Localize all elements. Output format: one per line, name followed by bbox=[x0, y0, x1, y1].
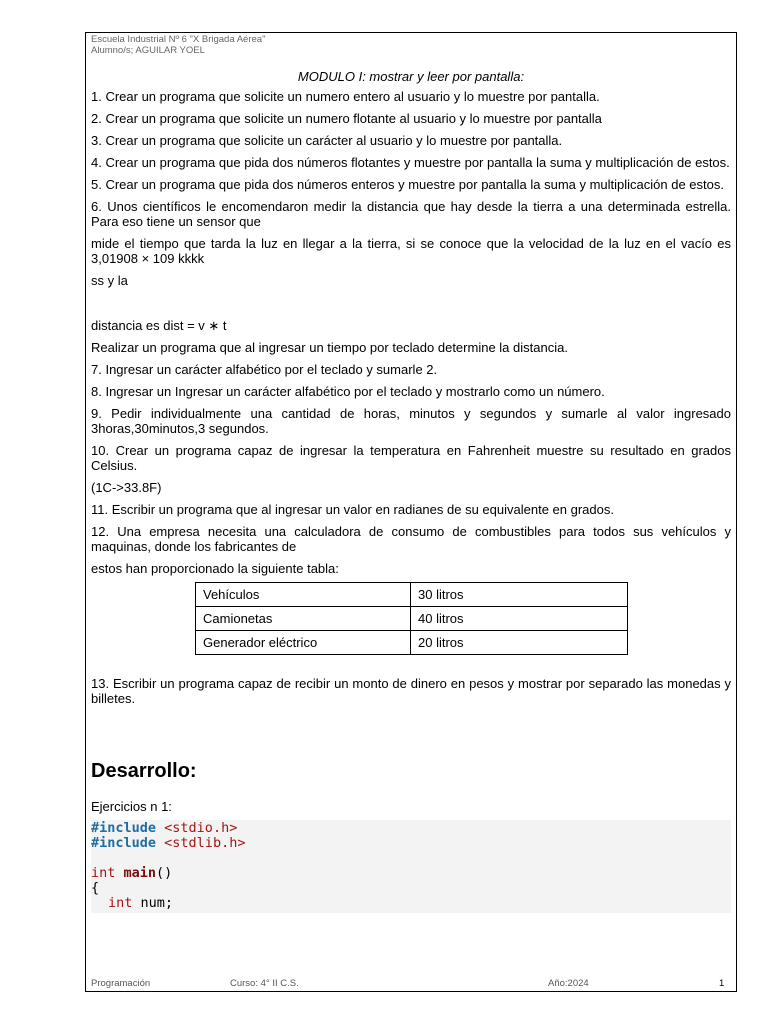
exercise-4: 4. Crear un programa que pida dos números flotantes y muestre por pantalla la suma y multiplicación de estos. bbox=[91, 155, 730, 170]
exercise-6-units: ss y la bbox=[91, 273, 128, 288]
page-number: 1 bbox=[719, 978, 725, 989]
exercise-8: 8. Ingresar un Ingresar un carácter alfabético por el teclado y mostrarlo como un número. bbox=[91, 384, 605, 399]
exercise-10-note: (1C->33.8F) bbox=[91, 480, 162, 495]
footer-course: Curso: 4° II C.S. bbox=[230, 978, 299, 989]
code-line: int main() bbox=[91, 865, 173, 881]
table-cell: 30 litros bbox=[411, 583, 628, 607]
table-row bbox=[196, 607, 628, 631]
exercise-5: 5. Crear un programa que pida dos números enteros y muestre por pantalla la suma y multiplicación de estos. bbox=[91, 177, 724, 192]
exercise-6-speed: mide el tiempo que tarda la luz en llegar a la tierra, si se conoce que la velocidad de la luz en el vacío es 3,01908 × 109 kkkk bbox=[91, 236, 731, 266]
footer-year: Año:2024 bbox=[548, 978, 589, 989]
exercise-6-task: Realizar un programa que al ingresar un tiempo por teclado determine la distancia. bbox=[91, 340, 568, 355]
development-heading: Desarrollo: bbox=[91, 760, 197, 782]
code-block bbox=[91, 820, 731, 913]
table-cell: Camionetas bbox=[196, 607, 411, 631]
table-row bbox=[196, 631, 628, 655]
exercise-9: 9. Pedir individualmente una cantidad de horas, minutos y segundos y sumarle al valor ingresado 3horas,30minutos,3 segundos. bbox=[91, 406, 731, 436]
code-line: #include <stdlib.h> bbox=[91, 835, 246, 851]
exercise-10: 10. Crear un programa capaz de ingresar la temperatura en Fahrenheit muestre su resultado en grados Celsius. bbox=[91, 443, 731, 473]
fuel-table bbox=[195, 582, 628, 655]
exercise-1-label: Ejercicios n 1: bbox=[91, 799, 172, 814]
table-cell: 20 litros bbox=[411, 631, 628, 655]
exercise-7: 7. Ingresar un carácter alfabético por el teclado y sumarle 2. bbox=[91, 362, 438, 377]
document-body bbox=[91, 89, 731, 913]
table-cell: 40 litros bbox=[411, 607, 628, 631]
exercise-2: 2. Crear un programa que solicite un numero flotante al usuario y lo muestre por pantalla bbox=[91, 111, 602, 126]
exercise-6-intro: 6. Unos científicos le encomendaron medir la distancia que hay desde la tierra a una determinada estrella. Para eso tiene un sensor que bbox=[91, 199, 731, 229]
exercise-12-table-intro: estos han proporcionado la siguiente tabla: bbox=[91, 561, 339, 576]
exercise-3: 3. Crear un programa que solicite un carácter al usuario y lo muestre por pantalla. bbox=[91, 133, 563, 148]
code-line: int num; bbox=[108, 895, 174, 911]
module-title: MODULO I: mostrar y leer por pantalla: bbox=[297, 69, 525, 84]
table-cell: Generador eléctrico bbox=[196, 631, 411, 655]
student-name: Alumno/s; AGUILAR YOEL bbox=[91, 45, 205, 56]
code-line: #include <stdio.h> bbox=[91, 820, 238, 836]
exercise-6-formula: distancia es dist = v ∗ t bbox=[91, 318, 227, 333]
table-cell: Vehículos bbox=[196, 583, 411, 607]
exercise-11: 11. Escribir un programa que al ingresar un valor en radianes de su equivalente en grados. bbox=[91, 502, 614, 517]
exercise-13: 13. Escribir un programa capaz de recibir un monto de dinero en pesos y mostrar por separado las monedas y billetes. bbox=[91, 676, 731, 706]
exercise-1: 1. Crear un programa que solicite un numero entero al usuario y lo muestre por pantalla. bbox=[91, 89, 600, 104]
code-line-blank bbox=[91, 851, 731, 866]
table-row bbox=[196, 583, 628, 607]
code-line: { bbox=[91, 880, 100, 896]
exercise-12-intro: 12. Una empresa necesita una calculadora de consumo de combustibles para todos sus vehículos y maquinas, donde los fabricantes de bbox=[91, 524, 731, 554]
footer-subject: Programación bbox=[91, 978, 151, 989]
school-name: Escuela Industrial Nº 6 "X Brigada Aérea" bbox=[91, 34, 266, 45]
